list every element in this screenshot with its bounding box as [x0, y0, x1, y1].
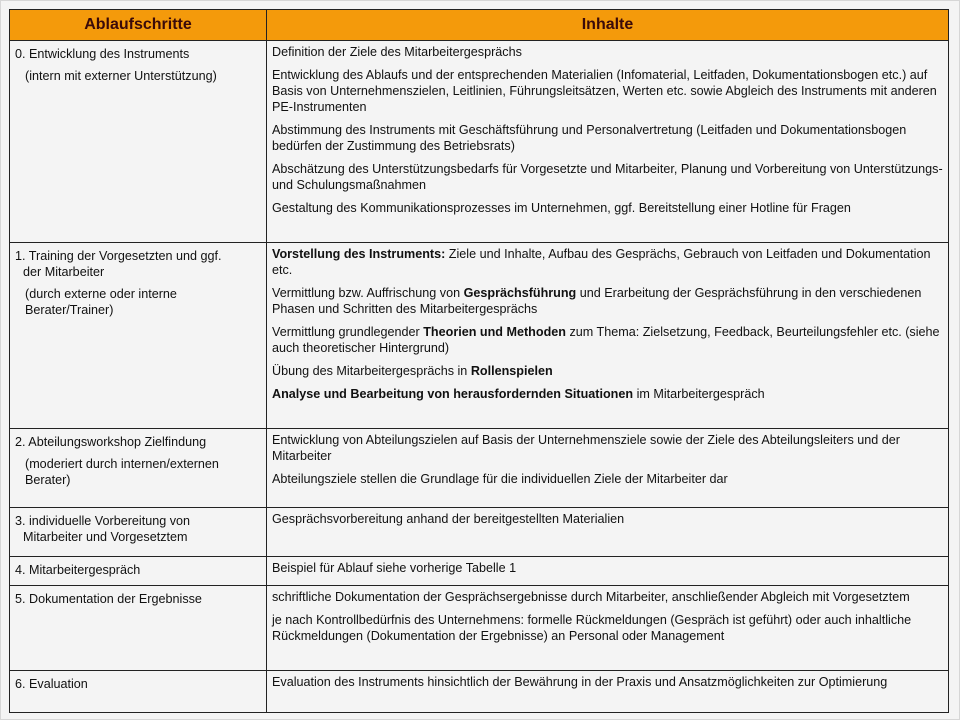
- content-text: Entwicklung von Abteilungszielen auf Basis der Unternehmensziele sowie der Ziele des Abteilungsleiters und der Mitarbeiter: [272, 433, 900, 463]
- content-emphasis: Gesprächsführung: [463, 286, 577, 300]
- content-emphasis: Analyse und Bearbeitung von herausfordernden Situationen: [272, 387, 634, 401]
- table-row: [10, 243, 949, 429]
- step-cell: [10, 671, 267, 713]
- table-row: [10, 586, 949, 671]
- content-item: [272, 432, 943, 464]
- content-item: [272, 67, 943, 115]
- content-text: Ziele und Inhalte, Aufbau des Gesprächs, Gebrauch von Leitfaden und Dokumentation etc.: [272, 247, 931, 277]
- step-title: [15, 248, 261, 280]
- content-text: Entwicklung des Ablaufs und der entsprechenden Materialien (Infomaterial, Leitfaden, Dokumentationsbogen etc.) auf Basis von Unternehmenszielen, Leitlinien, Führungsleitsätzen, Werten etc. sowie Abgleich des Instruments mit anderen PE-Instrumenten: [272, 68, 937, 114]
- content-item: [272, 200, 943, 216]
- step-title-text: 1. Training der Vorgesetzten und ggf.: [15, 249, 222, 263]
- table-row: [10, 41, 949, 243]
- table-row: [10, 429, 949, 508]
- step-cell: [10, 508, 267, 557]
- content-item: [272, 44, 943, 60]
- step-title-continuation: der Mitarbeiter: [23, 265, 105, 279]
- content-item: [272, 363, 943, 379]
- content-text: Abstimmung des Instruments mit Geschäftsführung und Personalvertretung (Leitfaden und Dokumentationsbogen bedürfen der Zustimmung des Betriebsrats): [272, 123, 907, 153]
- content-cell: [267, 243, 949, 429]
- content-item: [272, 471, 943, 487]
- content-item: [272, 612, 943, 644]
- table-row: [10, 557, 949, 586]
- content-cell: [267, 508, 949, 557]
- content-cell: [267, 671, 949, 713]
- content-text: schriftliche Dokumentation der Gesprächsergebnisse durch Mitarbeiter, anschließender Abgleich mit Vorgesetztem: [272, 590, 910, 604]
- step-title-continuation: Mitarbeiter und Vorgesetztem: [23, 530, 188, 544]
- content-text: Gestaltung des Kommunikationsprozesses im Unternehmen, ggf. Bereitstellung einer Hotline für Fragen: [272, 201, 851, 215]
- content-item: [272, 674, 943, 690]
- process-table: [9, 9, 949, 713]
- content-item: [272, 386, 943, 402]
- content-item: [272, 511, 943, 527]
- content-item: [272, 560, 943, 576]
- content-text: Vermittlung bzw. Auffrischung von: [272, 286, 464, 300]
- step-cell: [10, 429, 267, 508]
- content-cell: [267, 429, 949, 508]
- table-header-row: [10, 10, 949, 41]
- content-cell: [267, 557, 949, 586]
- content-text: Abteilungsziele stellen die Grundlage für die individuellen Ziele der Mitarbeiter dar: [272, 472, 728, 486]
- step-note: (intern mit externer Unterstützung): [25, 69, 217, 83]
- step-note: (moderiert durch internen/externen Berater): [25, 457, 219, 487]
- content-text: im Mitarbeitergespräch: [633, 387, 765, 401]
- content-text: zum Thema: Zielsetzung, Feedback, Beurteilungsfehler etc. (siehe auch theoretischer Hintergrund): [272, 325, 940, 355]
- content-emphasis: Theorien und Methoden: [423, 325, 566, 339]
- step-title-text: 4. Mitarbeitergespräch: [15, 563, 141, 577]
- step-title: [15, 434, 261, 450]
- step-cell: [10, 557, 267, 586]
- step-title-text: 0. Entwicklung des Instruments: [15, 47, 190, 61]
- content-text: Gesprächsvorbereitung anhand der bereitgestellten Materialien: [272, 512, 625, 526]
- step-title: [15, 46, 261, 62]
- content-item: [272, 285, 943, 317]
- step-title-text: 3. individuelle Vorbereitung von: [15, 514, 191, 528]
- header-inhalte: Inhalte: [267, 10, 949, 41]
- table-row: [10, 671, 949, 713]
- step-cell: [10, 243, 267, 429]
- content-cell: [267, 586, 949, 671]
- content-text: je nach Kontrollbedürfnis des Unternehmens: formelle Rückmeldungen (Gespräch ist geführt) oder auch inhaltliche Rückmeldungen (Dokumentation der Ergebnisse) an Personal oder Management: [272, 613, 912, 643]
- content-item: [272, 122, 943, 154]
- step-title-text: 2. Abteilungsworkshop Zielfindung: [15, 435, 207, 449]
- step-note: (durch externe oder interne Berater/Trainer): [25, 287, 177, 317]
- content-item: [272, 161, 943, 193]
- step-title: [15, 676, 261, 692]
- step-title: [15, 562, 261, 578]
- content-item: [272, 589, 943, 605]
- step-cell: [10, 41, 267, 243]
- content-text: Abschätzung des Unterstützungsbedarfs für Vorgesetzte und Mitarbeiter, Planung und Vorbereitung von Unterstützungs- und Schulungsmaßnahmen: [272, 162, 943, 192]
- step-title-text: 6. Evaluation: [15, 677, 88, 691]
- content-text: Übung des Mitarbeitergesprächs in: [272, 364, 471, 378]
- content-item: [272, 246, 943, 278]
- table-row: [10, 508, 949, 557]
- content-cell: [267, 41, 949, 243]
- step-title: [15, 513, 261, 545]
- step-title-text: 5. Dokumentation der Ergebnisse: [15, 592, 202, 606]
- content-emphasis: Vorstellung des Instruments:: [272, 247, 446, 261]
- step-cell: [10, 586, 267, 671]
- content-text: Vermittlung grundlegender: [272, 325, 424, 339]
- content-text: Beispiel für Ablauf siehe vorherige Tabelle 1: [272, 561, 517, 575]
- table-body: [10, 41, 949, 713]
- content-item: [272, 324, 943, 356]
- content-text: Evaluation des Instruments hinsichtlich der Bewährung in der Praxis und Ansatzmöglichkeiten zur Optimierung: [272, 675, 888, 689]
- content-emphasis: Rollenspielen: [470, 364, 553, 378]
- step-title: [15, 591, 261, 607]
- header-ablaufschritte: Ablaufschritte: [10, 10, 267, 41]
- content-text: und Erarbeitung der Gesprächsführung in den verschiedenen Phasen und Schritten des Mitarbeitergesprächs: [272, 286, 922, 316]
- content-text: Definition der Ziele des Mitarbeitergesprächs: [272, 45, 522, 59]
